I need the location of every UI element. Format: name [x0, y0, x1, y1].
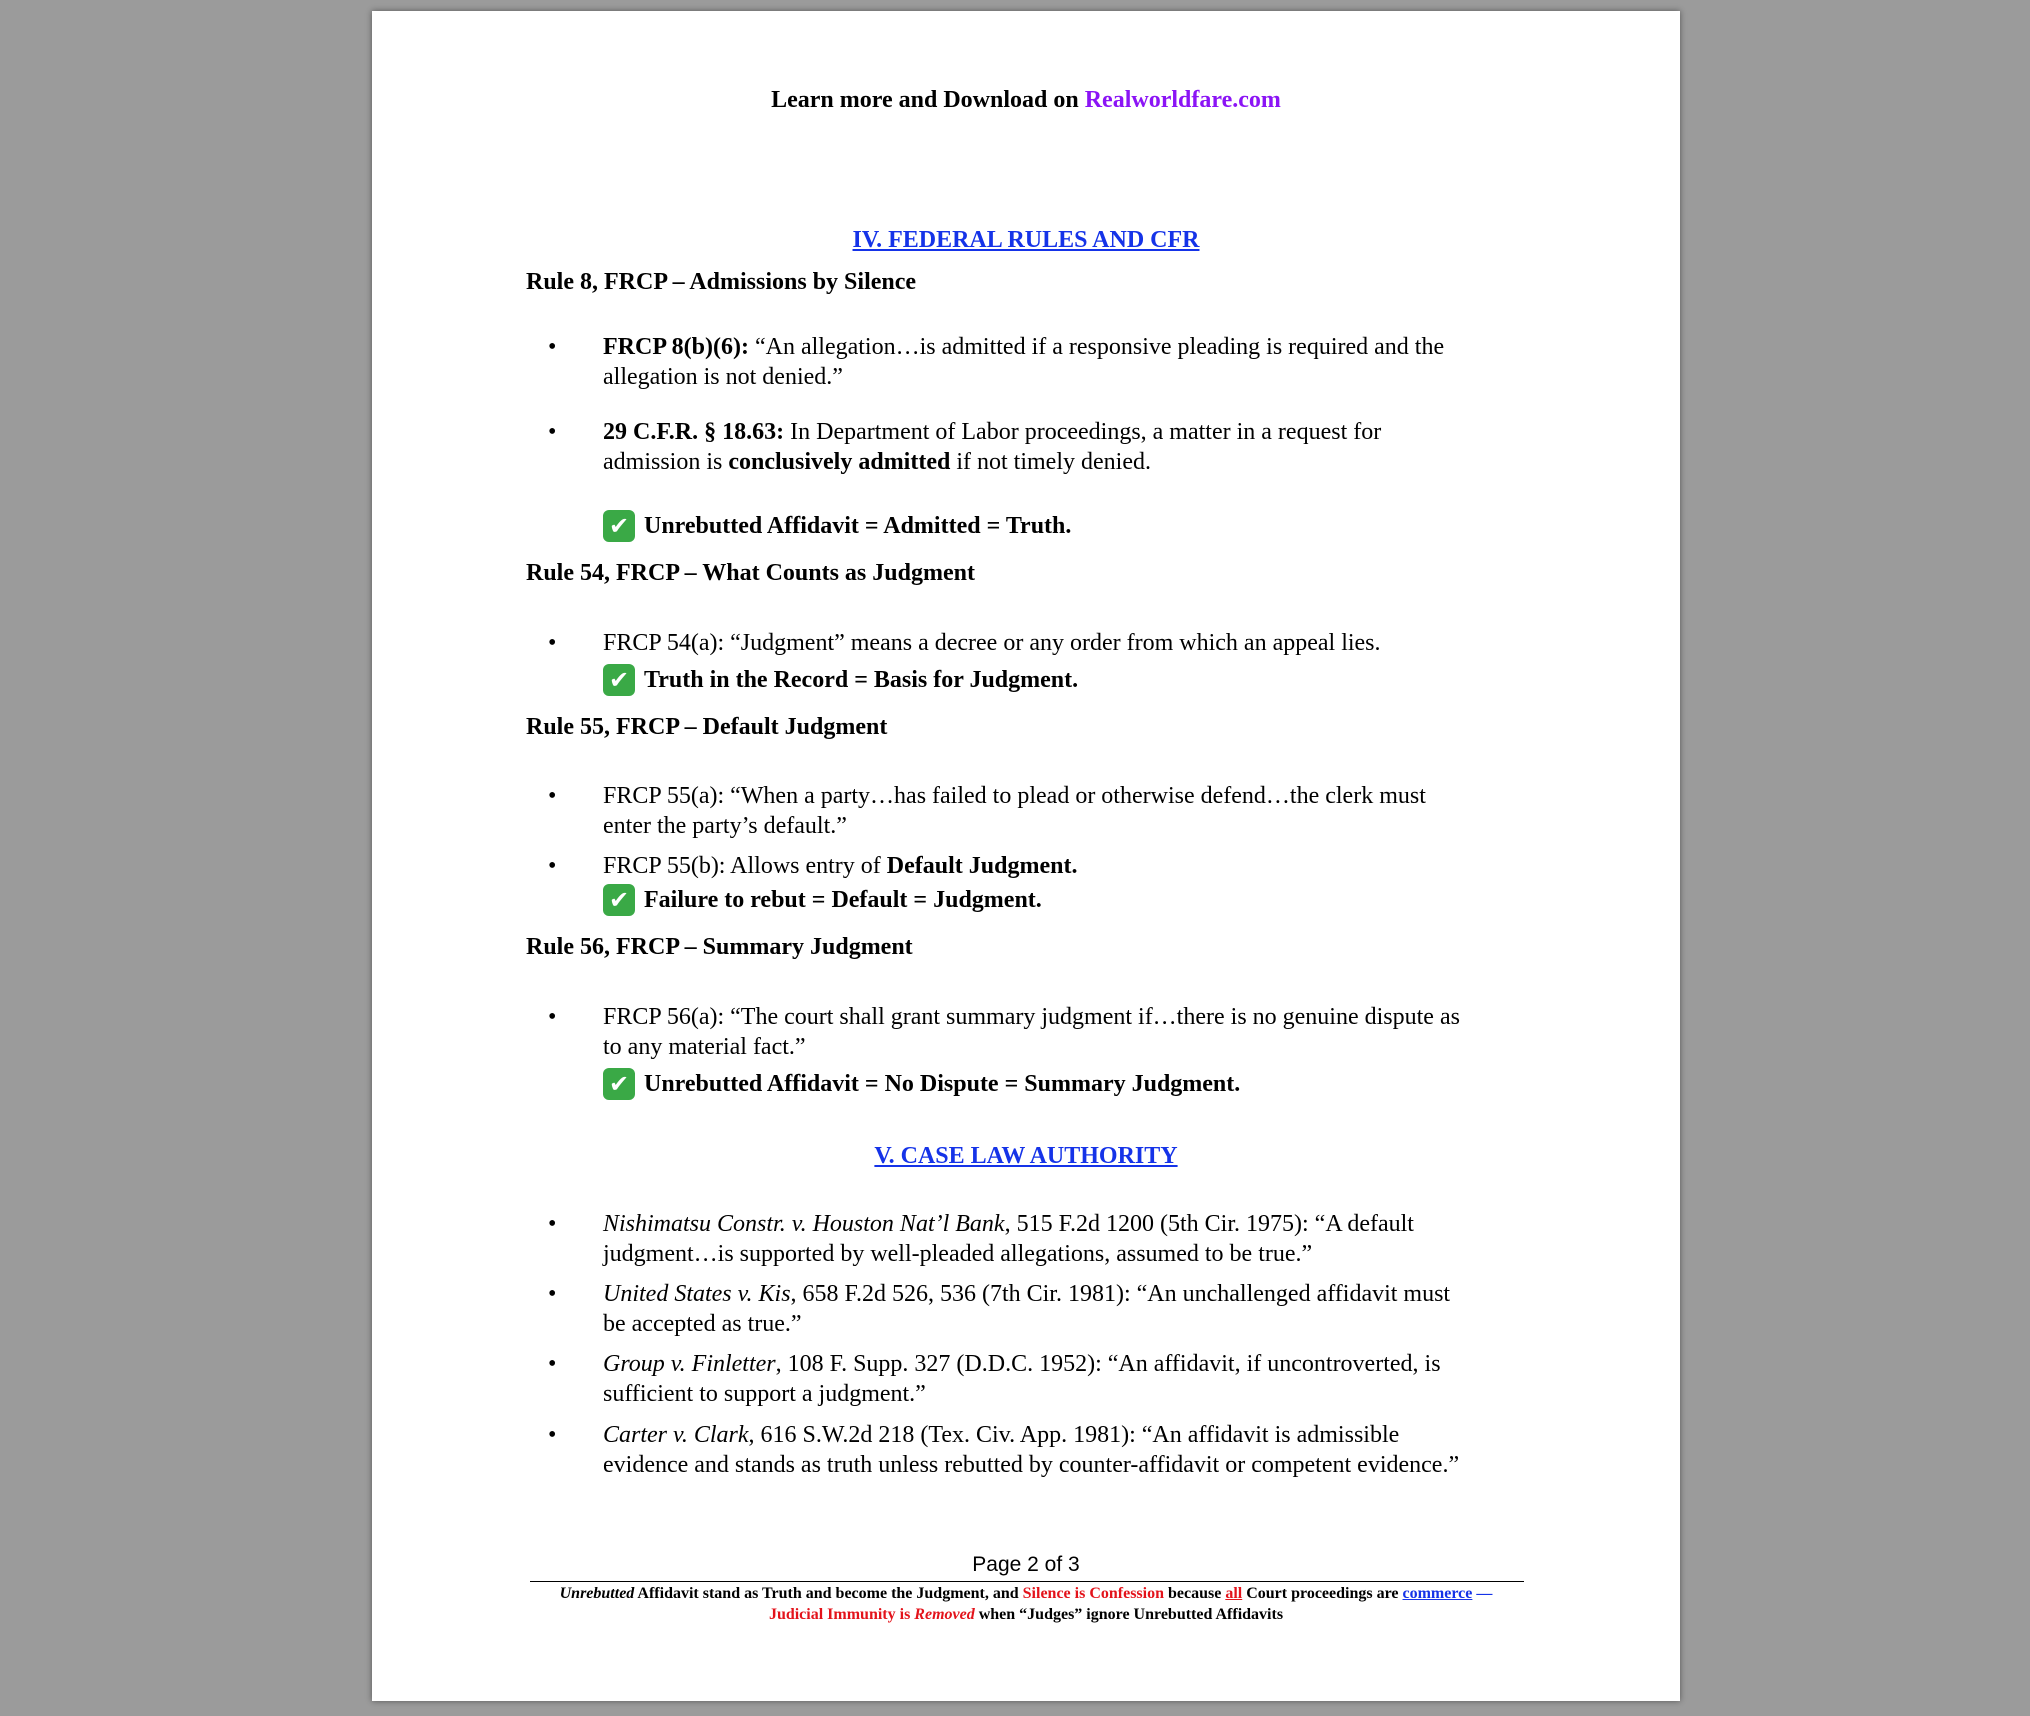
- section-heading-federal-rules[interactable]: IV. FEDERAL RULES AND CFR: [852, 227, 1200, 253]
- rule-54-bullet-1: FRCP 54(a): “Judgment” means a decree or any order from which an appeal lies.: [603, 630, 1381, 656]
- rule-54-heading: Rule 54, FRCP – What Counts as Judgment: [526, 560, 975, 586]
- bullet-marker: •: [548, 1281, 557, 1307]
- bullet-marker: •: [548, 1351, 557, 1377]
- footer-line-1: Unrebutted Affidavit stand as Truth and become the Judgment, and Silence is Confession because all Court proceedings are commerce —: [559, 1585, 1493, 1602]
- bullet-marker: •: [548, 1211, 557, 1237]
- bullet-marker: •: [548, 853, 557, 879]
- rule-55-bullet-1: FRCP 55(a): “When a party…has failed to plead or otherwise defend…the clerk must enter the party’s default.”: [603, 783, 1426, 839]
- case-carter-v-clark: Carter v. Clark, 616 S.W.2d 218 (Tex. Civ. App. 1981): “An affidavit is admissible evidence and stands as truth unless rebutted by counter-affidavit or competent evidence.”: [603, 1422, 1460, 1478]
- rule-8-conclusion: ✔ Unrebutted Affidavit = Admitted = Truth.: [603, 510, 1071, 542]
- rule-55-heading: Rule 55, FRCP – Default Judgment: [526, 714, 888, 740]
- commerce-link[interactable]: commerce: [1402, 1585, 1473, 1602]
- bullet-marker: •: [548, 419, 557, 445]
- download-banner: Learn more and Download on Realworldfare.com: [771, 87, 1281, 113]
- rule-55-conclusion: ✔ Failure to rebut = Default = Judgment.: [603, 884, 1042, 916]
- rule-8-bullet-1: FRCP 8(b)(6): “An allegation…is admitted if a responsive pleading is required and the allegation is not denied.”: [603, 334, 1445, 390]
- case-united-states-v-kis: United States v. Kis, 658 F.2d 526, 536 (7th Cir. 1981): “An unchallenged affidavit must be accepted as true.”: [603, 1281, 1451, 1337]
- check-mark-icon: ✔: [603, 510, 635, 542]
- section-heading-case-law[interactable]: V. CASE LAW AUTHORITY: [874, 1143, 1178, 1169]
- rule-56-conclusion: ✔ Unrebutted Affidavit = No Dispute = Summary Judgment.: [603, 1068, 1240, 1100]
- bullet-marker: •: [548, 1004, 557, 1030]
- document-page: [372, 11, 1680, 1701]
- page-number: Page 2 of 3: [972, 1553, 1080, 1576]
- bullet-marker: •: [548, 783, 557, 809]
- rule-8-heading: Rule 8, FRCP – Admissions by Silence: [526, 269, 917, 295]
- check-mark-icon: ✔: [603, 1068, 635, 1100]
- footer-line-2: Judicial Immunity is Removed when “Judges” ignore Unrebutted Affidavits: [768, 1606, 1284, 1623]
- rule-54-conclusion: ✔ Truth in the Record = Basis for Judgment.: [603, 664, 1078, 696]
- rule-56-bullet-1: FRCP 56(a): “The court shall grant summary judgment if…there is no genuine dispute as to any material fact.”: [603, 1004, 1460, 1060]
- check-mark-icon: ✔: [603, 884, 635, 916]
- rule-56-heading: Rule 56, FRCP – Summary Judgment: [526, 934, 913, 960]
- bullet-marker: •: [548, 630, 557, 656]
- rule-55-bullet-2: FRCP 55(b): Allows entry of Default Judgment.: [603, 853, 1078, 879]
- case-group-v-finletter: Group v. Finletter, 108 F. Supp. 327 (D.D.C. 1952): “An affidavit, if uncontroverted, is sufficient to support a judgment.”: [603, 1351, 1441, 1407]
- rule-8-bullet-2: 29 C.F.R. § 18.63: In Department of Labor proceedings, a matter in a request for admission is conclusively admitted if not timely denied.: [603, 419, 1382, 475]
- bullet-marker: •: [548, 1422, 557, 1448]
- case-nishimatsu: Nishimatsu Constr. v. Houston Nat’l Bank, 515 F.2d 1200 (5th Cir. 1975): “A default judgment…is supported by well-pleaded allegations, assumed to be true.”: [603, 1211, 1414, 1267]
- check-mark-icon: ✔: [603, 664, 635, 696]
- website-link[interactable]: Realworldfare.com: [1084, 87, 1281, 113]
- bullet-marker: •: [548, 334, 557, 360]
- footer-divider: [530, 1581, 1524, 1582]
